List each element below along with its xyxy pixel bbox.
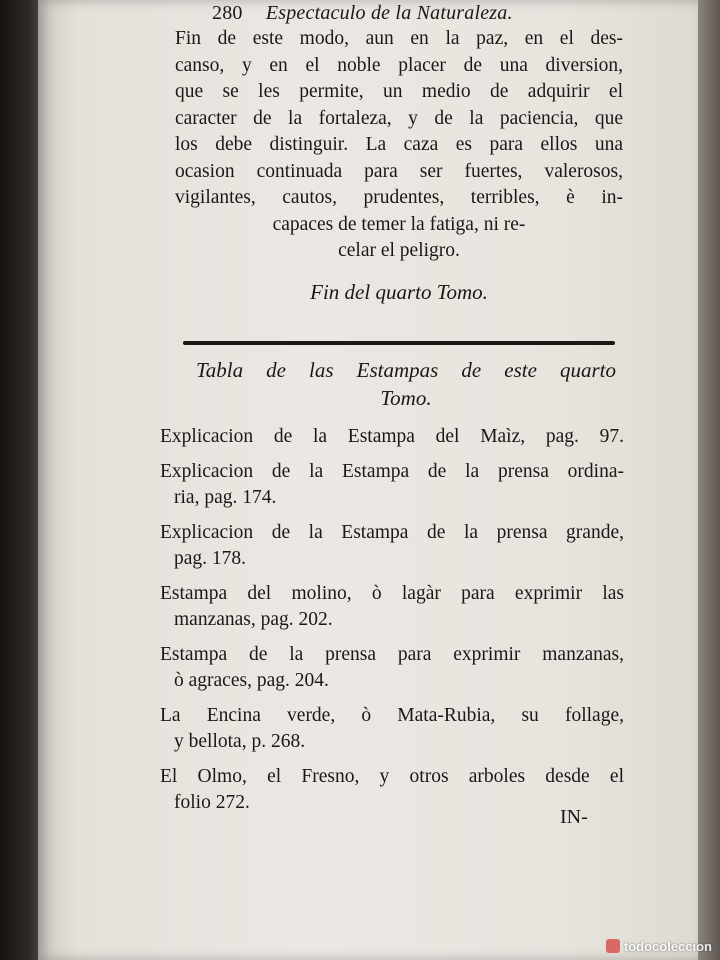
list-item [160,703,624,756]
page-number: 280 [212,2,243,24]
watermark [606,939,712,954]
text-line: capaces de temer la fatiga, ni re- [272,213,526,235]
entry-line: folio 272. [174,792,250,813]
list-item [160,642,624,695]
text-line: celar el peligro. [338,240,460,261]
page-edge [698,0,720,960]
entry-line: Estampa de la prensa para exprimir manzanas, [160,643,624,665]
entry-line: pag. 178. [174,548,247,569]
book-spine [0,0,40,960]
list-item [160,520,624,573]
entry-line: El Olmo, el Fresno, y otros arboles desde el [160,765,624,787]
text-line: Fin de este modo, aun en la paz, en el des- [175,28,623,49]
entry-line: Explicacion de la Estampa del Maìz, pag. 97. [160,426,624,447]
text-line: canso, y en el noble placer de una diversion, [175,54,623,76]
plates-list [160,424,624,825]
list-item [160,459,624,512]
entry-line: La Encina verde, ò Mata-Rubia, su follage, [160,704,624,726]
entry-line: y bellota, p. 268. [174,731,306,752]
entry-line: Explicacion de la Estampa de la prensa grande, [160,521,624,543]
title-line: Tabla de las Estampas de este quarto [196,358,616,382]
text-line: que se les permite, un medio de adquirir el [175,81,623,102]
text-line: caracter de la fortaleza, y de la paciencia, que [175,107,623,129]
list-item [160,764,624,817]
running-header [212,2,572,25]
text-line: ocasion continuada para ser fuertes, valerosos, [175,160,623,182]
list-item [160,424,624,451]
body-paragraph [175,26,623,265]
plates-table-title [196,356,616,412]
volume-end-note: Fin del quarto Tomo. [310,280,488,304]
entry-line: ò agraces, pag. 204. [174,670,329,691]
divider-rule [183,341,615,345]
watermark-text: todocoleccion [623,939,712,954]
entry-line: ria, pag. 174. [174,487,277,508]
entry-line: Estampa del molino, ò lagàr para exprimir las [160,582,624,604]
entry-line: manzanas, pag. 202. [174,609,333,630]
list-item [160,581,624,634]
catchword: IN- [560,806,588,828]
text-line: vigilantes, cautos, prudentes, terribles, è in- [175,187,623,208]
watermark-logo-icon [606,939,620,953]
title-line: Tomo. [380,386,432,410]
text-line: los debe distinguir. La caza es para ellos una [175,134,623,155]
entry-line: Explicacion de la Estampa de la prensa ordina- [160,460,624,482]
running-head-title: Espectaculo de la Naturaleza. [265,2,513,24]
